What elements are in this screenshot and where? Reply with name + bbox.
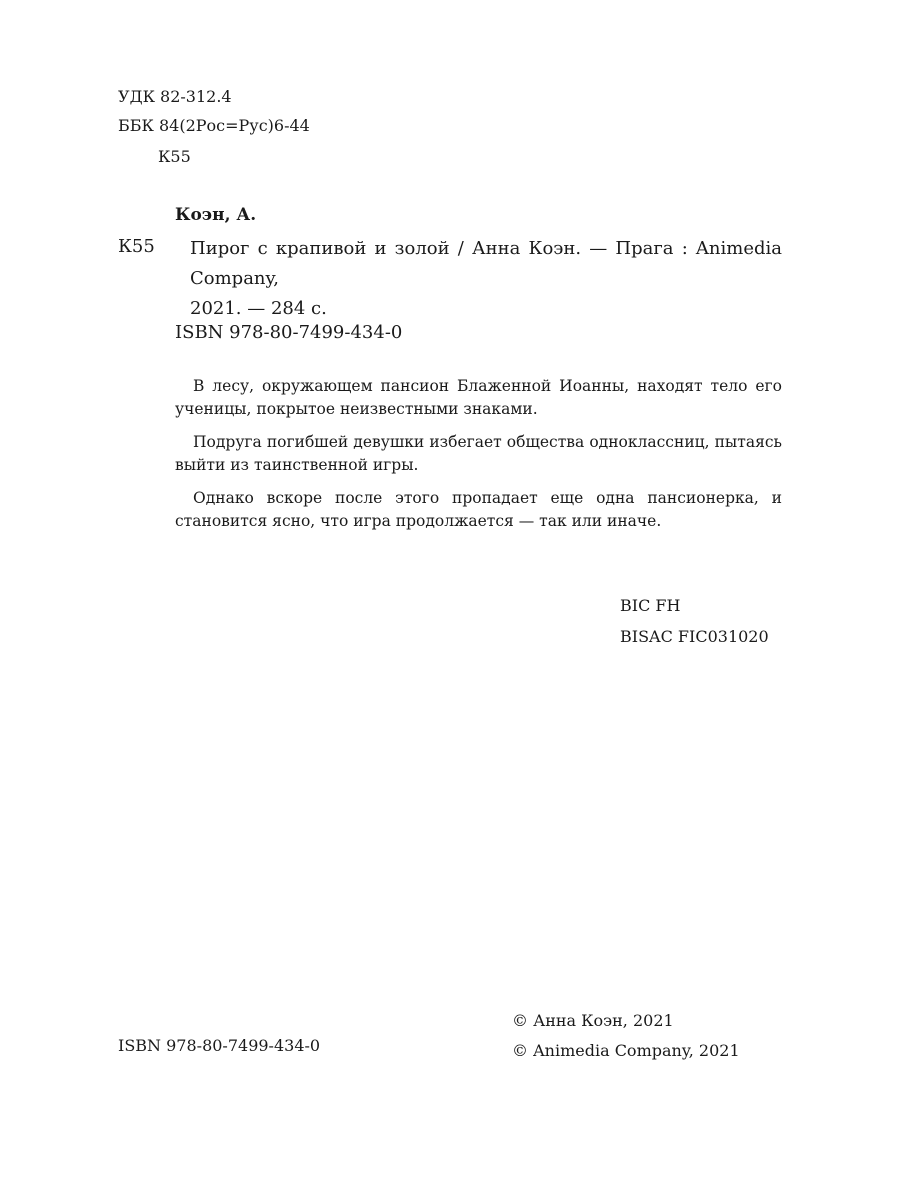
subject-codes xyxy=(620,590,769,652)
title-line-1: Пирог с крапивой и золой / Анна Коэн. — Прага : Animedia Company, xyxy=(190,238,782,289)
bbk-code: ББК 84(2Рос=Рус)6-44 xyxy=(118,116,310,135)
udk-code: УДК 82-312.4 xyxy=(118,87,232,106)
annotation-paragraph-2: Подруга погибшей девушки избегает общества одноклассниц, пытаясь выйти из таинственной игры. xyxy=(175,433,782,474)
isbn-main: ISBN 978-80-7499-434-0 xyxy=(175,322,403,343)
bic-code: BIC FH xyxy=(620,596,681,615)
footer-isbn: ISBN 978-80-7499-434-0 xyxy=(118,1036,321,1055)
author-mark: К55 xyxy=(158,147,191,166)
author-name: Коэн, А. xyxy=(175,205,257,225)
title-line-2: 2021. — 284 с. xyxy=(190,298,327,319)
copyright-block xyxy=(512,1006,740,1066)
copyright-author: © Анна Коэн, 2021 xyxy=(512,1011,674,1030)
copyright-publisher: © Animedia Company, 2021 xyxy=(512,1041,740,1060)
annotation-paragraph-1: В лесу, окружающем пансион Блаженной Иоанны, находят тело его ученицы, покрытое неизвестными знаками. xyxy=(175,377,782,418)
annotation xyxy=(175,375,782,543)
entry-code: К55 xyxy=(118,236,155,257)
bibliographic-title xyxy=(190,234,782,324)
annotation-paragraph-3: Однако вскоре после этого пропадает еще одна пансионерка, и становится ясно, что игра продолжается — так или иначе. xyxy=(175,489,782,530)
bisac-code: BISAC FIC031020 xyxy=(620,627,769,646)
